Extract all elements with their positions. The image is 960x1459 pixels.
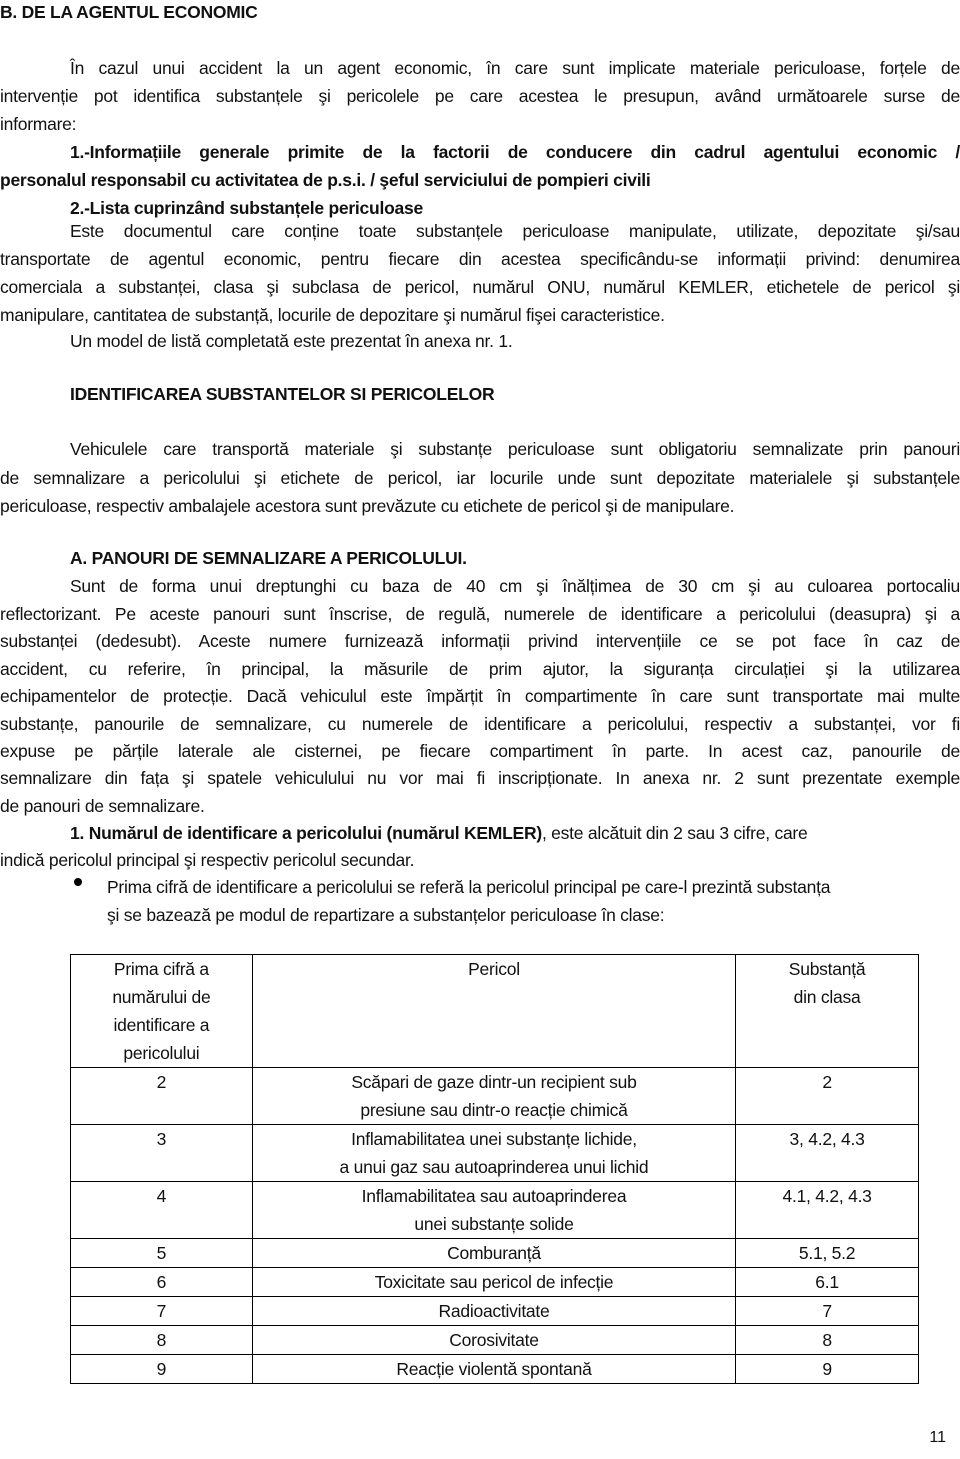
paragraph-line: intervenție pot identifica substanțele şi pericolele pe care acestea le presupun, având următoarele surse de — [0, 86, 960, 106]
table-row — [71, 1125, 919, 1182]
paragraph-line: semnalizare din fața şi spatele vehiculului nu vor mai fi inscripționate. In anexa nr. 2 sunt prezentate exemple — [0, 768, 960, 788]
table-cell: Inflamabilitatea unei substanțe lichide, a unui gaz sau autoaprinderea unui lichid — [252, 1125, 735, 1182]
paragraph-line: Vehiculele care transportă materiale şi substanțe periculoase sunt obligatoriu semnalizate prin panouri — [70, 439, 960, 459]
table-row — [71, 1297, 919, 1326]
table-cell: 8 — [736, 1326, 919, 1355]
bullet-icon — [74, 878, 82, 886]
bullet-text-line: şi se bazează pe modul de repartizare a substanțelor periculoase în clase: — [107, 905, 665, 925]
table-cell: 7 — [71, 1297, 253, 1326]
table-cell: Scăpari de gaze dintr-un recipient sub presiune sau dintr-o reacție chimică — [252, 1068, 735, 1125]
kemler-bold: 1. Numărul de identificare a pericolului (numărul KEMLER) — [70, 823, 542, 843]
table-cell: Toxicitate sau pericol de infecție — [252, 1268, 735, 1297]
item-2-line: Un model de listă completată este prezentat în anexa nr. 1. — [70, 331, 513, 351]
table-cell: 7 — [736, 1297, 919, 1326]
table-row — [71, 1239, 919, 1268]
section-title: IDENTIFICAREA SUBSTANTELOR SI PERICOLELOR — [70, 384, 495, 404]
table-row — [71, 1068, 919, 1125]
item-2-title: 2.-Lista cuprinzând substanțele periculoase — [70, 198, 423, 218]
paragraph-line: accident, cu referire, în principal, la măsurile de prim ajutor, la siguranța circulației şi la utilizarea — [0, 659, 960, 679]
table-header-cell: Pericol — [252, 955, 735, 1068]
paragraph-line: substanței (dedesubt). Aceste numere furnizează informații privind intervențiile ce se pot face în caz de — [0, 631, 960, 651]
table-cell: Comburanță — [252, 1239, 735, 1268]
kemler-line — [0, 819, 960, 847]
item-1-line: personalul responsabil cu activitatea de p.s.i. / şeful serviciului de pompieri civili — [0, 170, 651, 190]
table-row — [71, 1182, 919, 1239]
paragraph-line: periculoase, respectiv ambalajele acestora sunt prevăzute cu etichete de pericol şi de manipulare. — [0, 496, 735, 516]
paragraph-line: reflectorizant. Pe aceste panouri sunt înscrise, de regulă, numerele de identificare a pericolului (deasupra) şi a — [0, 604, 960, 624]
page-number: 11 — [929, 1429, 946, 1446]
table-cell: 6.1 — [736, 1268, 919, 1297]
table-cell: 4 — [71, 1182, 253, 1239]
section-heading-b: B. DE LA AGENTUL ECONOMIC — [0, 2, 258, 22]
paragraph-line: de semnalizare a pericolului şi etichete de pericol, iar locurile unde sunt depozitate materialele şi substanțele — [0, 468, 960, 488]
table-cell: 9 — [71, 1355, 253, 1384]
table-cell: 2 — [71, 1068, 253, 1125]
table-cell: 4.1, 4.2, 4.3 — [736, 1182, 919, 1239]
table-row — [71, 1326, 919, 1355]
kemler-line-2: indică pericolul principal şi respectiv pericolul secundar. — [0, 850, 415, 870]
table-row — [71, 1268, 919, 1297]
item-2-line: Este documentul care conține toate substanțele periculoase manipulate, utilizate, depozitate şi/sau — [70, 221, 960, 241]
item-2-line: transportate de agentul economic, pentru fiecare din acestea specificându-se informații privind: denumirea — [0, 249, 960, 269]
table-cell: Reacție violentă spontană — [252, 1355, 735, 1384]
table-cell: 8 — [71, 1326, 253, 1355]
table-cell: Corosivitate — [252, 1326, 735, 1355]
item-2-line: manipulare, cantitatea de substanță, locurile de depozitare şi numărul fişei caracteristice. — [0, 305, 665, 325]
table-header-cell: Prima cifră a numărului de identificare a pericolului — [71, 955, 253, 1068]
paragraph-line: echipamentelor de protecție. Dacă vehiculul este împărțit în compartimente în care sunt transportate mai multe — [0, 686, 960, 706]
table-header-row — [71, 955, 919, 1068]
table-cell: Radioactivitate — [252, 1297, 735, 1326]
table-cell: 3, 4.2, 4.3 — [736, 1125, 919, 1182]
table-cell: 9 — [736, 1355, 919, 1384]
table-header-cell: Substanță din clasa — [736, 955, 919, 1068]
table-row — [71, 1355, 919, 1384]
section-heading-a: A. PANOURI DE SEMNALIZARE A PERICOLULUI. — [70, 548, 467, 568]
paragraph-line: expuse pe părțile laterale ale cisternei, pe fiecare compartiment în parte. In acest caz, panourile de — [0, 741, 960, 761]
paragraph-line: Sunt de forma unui dreptunghi cu baza de 40 cm şi înălțimea de 30 cm şi au culoarea portocaliu — [70, 576, 960, 596]
table-cell: Inflamabilitatea sau autoaprinderea unei substanțe solide — [252, 1182, 735, 1239]
table-cell: 3 — [71, 1125, 253, 1182]
hazard-class-table — [70, 954, 919, 1384]
paragraph-line: substanțe, panourile de semnalizare, cu numerele de identificare a pericolului, respectiv a substanței, vor fi — [0, 714, 960, 734]
table-cell: 5 — [71, 1239, 253, 1268]
table-cell: 5.1, 5.2 — [736, 1239, 919, 1268]
bullet-text-line: Prima cifră de identificare a pericolului se referă la pericolul principal pe care-l prezintă substanța — [107, 877, 831, 897]
paragraph-line: de panouri de semnalizare. — [0, 796, 205, 816]
paragraph-line: În cazul unui accident la un agent economic, în care sunt implicate materiale periculoase, forțele de — [70, 58, 960, 78]
paragraph-line: informare: — [0, 114, 77, 134]
kemler-rest: , este alcătuit din 2 sau 3 cifre, care — [541, 823, 808, 843]
table-cell: 2 — [736, 1068, 919, 1125]
table-cell: 6 — [71, 1268, 253, 1297]
item-1-line: 1.-Informațiile generale primite de la factorii de conducere din cadrul agentului economic / — [70, 142, 960, 162]
item-2-line: comerciala a substanței, clasa şi subclasa de pericol, numărul ONU, numărul KEMLER, etichetele de pericol şi — [0, 277, 960, 297]
